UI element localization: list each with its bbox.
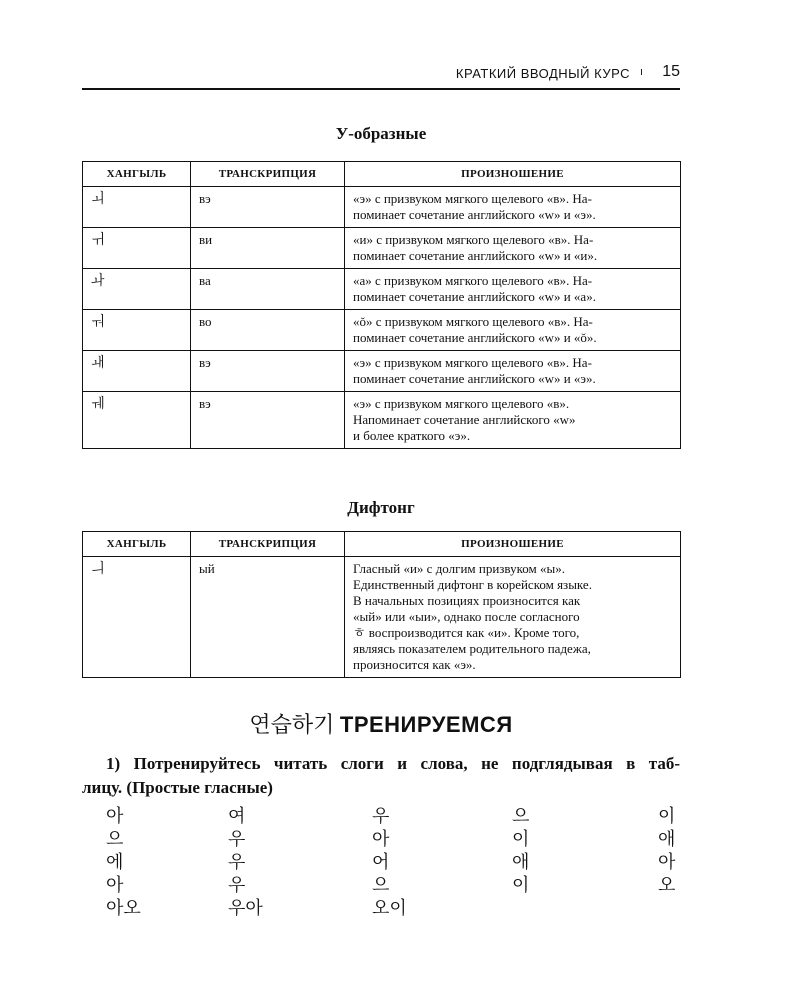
pronunciation-cell	[345, 310, 681, 351]
syllable: 어	[372, 852, 390, 873]
syllable: 오	[658, 875, 676, 896]
exercise-task-line: лицу. (Простые гласные)	[82, 778, 273, 797]
syllable: 오이	[372, 898, 407, 919]
pronunciation-cell	[345, 228, 681, 269]
syllable-row	[106, 871, 686, 894]
exercise-heading-russian: ТРЕНИРУЕМСЯ	[339, 712, 513, 737]
pronunciation-cell	[345, 187, 681, 228]
pronunciation-line: поминает сочетание английского «w» и «э».	[353, 371, 596, 386]
pronunciation-cell	[345, 392, 681, 449]
pronunciation-line: Гласный «и» с долгим призвуком «ы».	[353, 561, 565, 576]
pronunciation-line: Единственный дифтонг в корейском языке.	[353, 577, 592, 592]
section-title-u-shaped: У-образные	[335, 124, 427, 143]
table-row	[83, 392, 681, 449]
table-row	[83, 228, 681, 269]
pronunciation-line: «э» с призвуком мягкого щелевого «в».	[353, 396, 570, 411]
pronunciation-line: «э» с призвуком мягкого щелевого «в». На-	[353, 355, 592, 370]
pronunciation-line: произносится как «э».	[353, 657, 476, 672]
pronunciation-line: поминает сочетание английского «w» и «а».	[353, 289, 596, 304]
vowel-table-u-shaped	[82, 161, 681, 449]
pronunciation-cell	[345, 557, 681, 678]
syllable: 으	[372, 875, 390, 896]
column-header-hangul: ХАНГЫЛЬ	[83, 532, 191, 557]
exercise-heading	[82, 708, 680, 739]
hangul-cell: ㅟ	[83, 228, 191, 269]
hangul-cell: ㅚ	[83, 187, 191, 228]
column-header-pronunciation: ПРОИЗНОШЕНИЕ	[345, 162, 681, 187]
syllable: 이	[512, 829, 530, 850]
syllable: 우아	[228, 898, 263, 919]
transcription-cell: вэ	[191, 392, 345, 449]
pronunciation-line: «ǒ» с призвуком мягкого щелевого «в». На-	[353, 314, 593, 329]
exercise-heading-korean: 연습하기	[249, 713, 335, 738]
pronunciation-line: поминает сочетание английского «w» и «и».	[353, 248, 598, 263]
table-row	[83, 269, 681, 310]
syllable: 으	[106, 829, 124, 850]
syllable: 여	[228, 806, 246, 827]
vowel-table-diphthong	[82, 531, 681, 678]
table-row	[83, 310, 681, 351]
pronunciation-line: «ый» или «ыи», однако после согласного	[353, 609, 580, 624]
page-number: 15	[662, 63, 680, 80]
syllable: 우	[228, 852, 246, 873]
running-head-title: КРАТКИЙ ВВОДНЫЙ КУРС	[455, 66, 630, 81]
hangul-cell: ㅝ	[83, 310, 191, 351]
exercise-task-line: 1) Потренируйтесь читать слоги и слова, не подглядывая в таб-	[106, 754, 680, 773]
transcription-cell: вэ	[191, 351, 345, 392]
column-header-hangul: ХАНГЫЛЬ	[83, 162, 191, 187]
table-row	[83, 187, 681, 228]
hangul-cell: ㅙ	[83, 351, 191, 392]
syllable: 아	[106, 806, 124, 827]
syllable-row	[106, 894, 686, 917]
syllable: 아	[372, 829, 390, 850]
hangul-cell: ㅞ	[83, 392, 191, 449]
syllable: 아	[658, 852, 676, 873]
syllable: 에	[106, 852, 124, 873]
table-header-row	[83, 162, 681, 187]
transcription-cell: вэ	[191, 187, 345, 228]
syllable: 으	[512, 806, 530, 827]
pronunciation-line: ㅎ воспроизводится как «и». Кроме того,	[353, 625, 580, 640]
exercise-task	[82, 752, 680, 800]
pronunciation-line: Напоминает сочетание английского «w»	[353, 412, 576, 427]
pronunciation-cell	[345, 269, 681, 310]
pronunciation-line: являясь показателем родительного падежа,	[353, 641, 591, 656]
syllable: 우	[228, 829, 246, 850]
column-header-pronunciation: ПРОИЗНОШЕНИЕ	[345, 532, 681, 557]
running-head-separator: ı	[639, 66, 643, 78]
hangul-cell: ㅘ	[83, 269, 191, 310]
syllable-grid	[106, 802, 686, 917]
column-header-transcription: ТРАНСКРИПЦИЯ	[191, 532, 345, 557]
transcription-cell: во	[191, 310, 345, 351]
pronunciation-line: «а» с призвуком мягкого щелевого «в». На-	[353, 273, 593, 288]
syllable: 아	[106, 875, 124, 896]
pronunciation-line: «э» с призвуком мягкого щелевого «в». На-	[353, 191, 592, 206]
section-title-diphthong: Дифтонг	[347, 498, 415, 517]
syllable: 우	[228, 875, 246, 896]
table-header-row	[83, 532, 681, 557]
pronunciation-line: и более краткого «э».	[353, 428, 471, 443]
syllable: 이	[512, 875, 530, 896]
transcription-cell: ви	[191, 228, 345, 269]
running-head	[82, 60, 680, 90]
syllable-row	[106, 802, 686, 825]
pronunciation-line: поминает сочетание английского «w» и «э».	[353, 207, 596, 222]
syllable-row	[106, 825, 686, 848]
column-header-transcription: ТРАНСКРИПЦИЯ	[191, 162, 345, 187]
pronunciation-line: поминает сочетание английского «w» и «ǒ».	[353, 330, 597, 345]
pronunciation-cell	[345, 351, 681, 392]
syllable-row	[106, 848, 686, 871]
table-row	[83, 351, 681, 392]
syllable: 아오	[106, 898, 141, 919]
syllable: 우	[372, 806, 390, 827]
hangul-cell: ㅢ	[83, 557, 191, 678]
syllable: 이	[658, 806, 676, 827]
transcription-cell: ва	[191, 269, 345, 310]
syllable: 애	[512, 852, 530, 873]
table-row	[83, 557, 681, 678]
syllable: 애	[658, 829, 676, 850]
pronunciation-line: «и» с призвуком мягкого щелевого «в». На-	[353, 232, 594, 247]
pronunciation-line: В начальных позициях произносится как	[353, 593, 581, 608]
transcription-cell: ый	[191, 557, 345, 678]
